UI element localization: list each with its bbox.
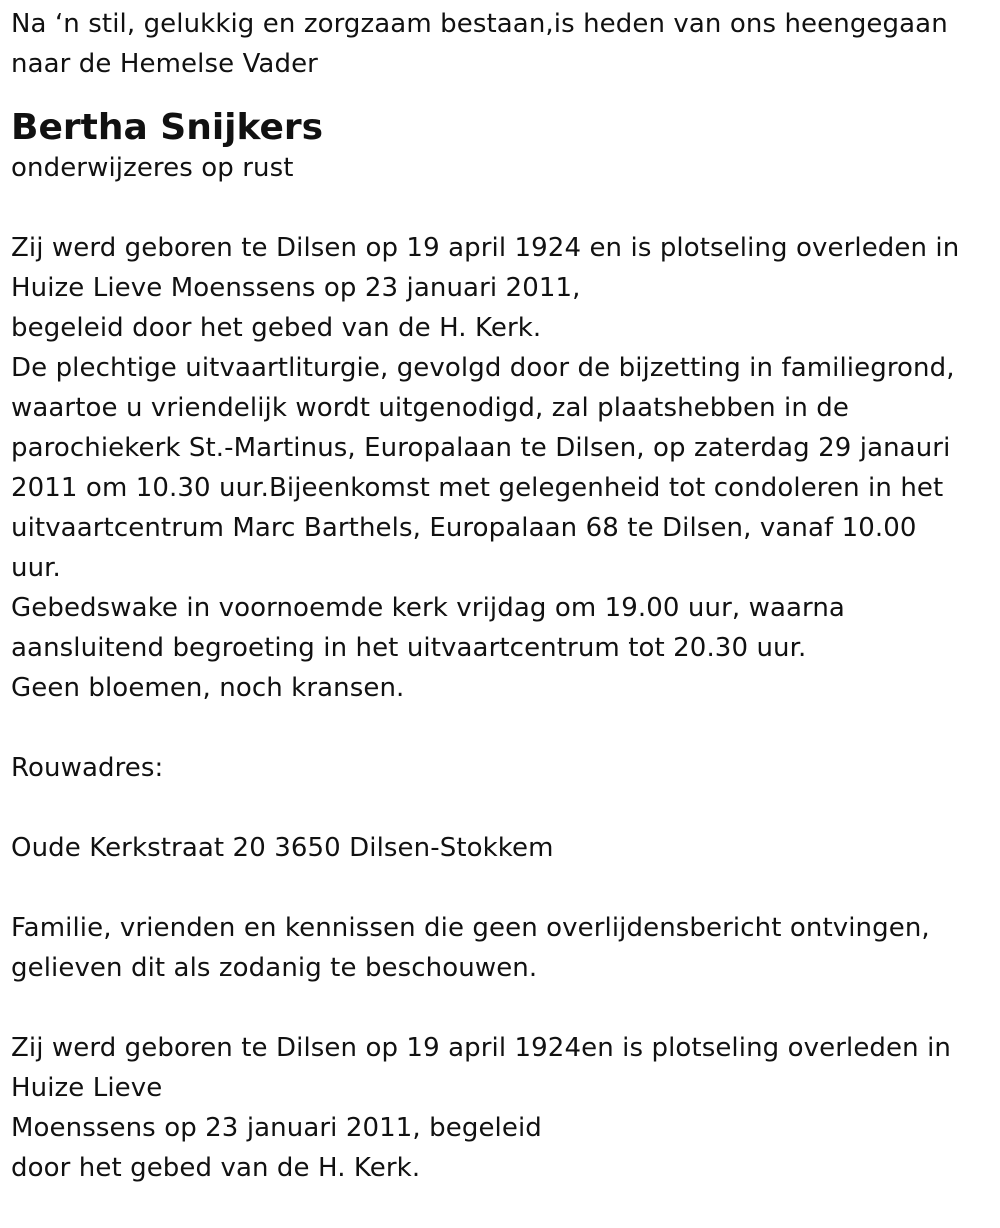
repeat-line: Moenssens op 23 januari 2011, begeleid <box>11 1113 542 1143</box>
notice-text <box>11 908 991 988</box>
intro-text <box>11 4 991 84</box>
spacer <box>11 188 991 228</box>
body-line: begeleid door het gebed van de H. Kerk. <box>11 313 542 343</box>
body-line: Huize Lieve Moenssens op 23 januari 2011, <box>11 273 581 303</box>
body-line: Geen bloemen, noch kransen. <box>11 673 405 703</box>
intro-line: naar de Hemelse Vader <box>11 49 318 79</box>
body-line: 2011 om 10.30 uur.Bijeenkomst met gelegenheid tot condoleren in het <box>11 473 944 503</box>
deceased-title: onderwijzeres op rust <box>11 153 294 183</box>
spacer <box>11 868 991 908</box>
body-line: parochiekerk St.-Martinus, Europalaan te Dilsen, op zaterdag 29 janauri <box>11 433 951 463</box>
body-line: aansluitend begroeting in het uitvaartcentrum tot 20.30 uur. <box>11 633 807 663</box>
body-line: De plechtige uitvaartliturgie, gevolgd door de bijzetting in familiegrond, <box>11 353 955 383</box>
body-line: uur. <box>11 553 61 583</box>
obituary-body <box>11 228 991 708</box>
spacer <box>11 988 991 1028</box>
spacer <box>11 708 991 748</box>
repeat-line: Huize Lieve <box>11 1073 163 1103</box>
deceased-name: Bertha Snijkers <box>11 107 324 148</box>
body-line: Zij werd geboren te Dilsen op 19 april 1924 en is plotseling overleden in <box>11 233 960 263</box>
notice-line: Familie, vrienden en kennissen die geen overlijdensbericht ontvingen, <box>11 913 930 943</box>
repeat-line: Zij werd geboren te Dilsen op 19 april 1924en is plotseling overleden in <box>11 1033 951 1063</box>
intro-line: Na ‘n stil, gelukkig en zorgzaam bestaan,is heden van ons heengegaan <box>11 9 948 39</box>
obituary-document <box>11 0 991 1188</box>
body-line: uitvaartcentrum Marc Barthels, Europalaan 68 te Dilsen, vanaf 10.00 <box>11 513 917 543</box>
address-value: Oude Kerkstraat 20 3650 Dilsen-Stokkem <box>11 833 554 863</box>
notice-line: gelieven dit als zodanig te beschouwen. <box>11 953 538 983</box>
body-line: waartoe u vriendelijk wordt uitgenodigd, zal plaatshebben in de <box>11 393 849 423</box>
repeat-text <box>11 1028 991 1188</box>
address-label: Rouwadres: <box>11 753 164 783</box>
body-line: Gebedswake in voornoemde kerk vrijdag om 19.00 uur, waarna <box>11 593 845 623</box>
repeat-line: door het gebed van de H. Kerk. <box>11 1153 421 1183</box>
spacer <box>11 788 991 828</box>
